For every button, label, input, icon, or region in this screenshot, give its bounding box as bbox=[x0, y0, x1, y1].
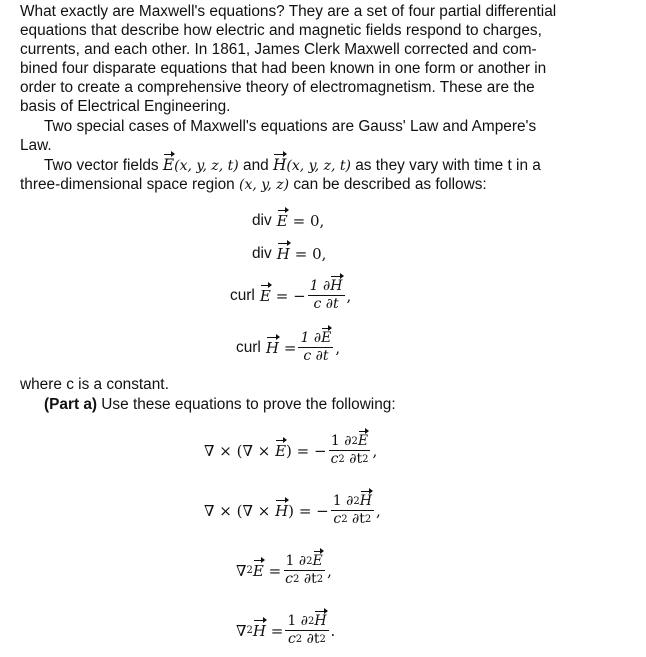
proof-curl-curl-h: ∇ × (∇ × H ) = − 1 ∂ 2 H c 2 ∂t 2 , bbox=[204, 493, 381, 527]
p3-text-b: as they vary with time t in a bbox=[350, 157, 541, 174]
vector-h: H bbox=[265, 338, 279, 357]
comma: , bbox=[346, 286, 352, 305]
constant-note: where c is a constant. bbox=[20, 376, 169, 393]
eq-sign: = bbox=[283, 338, 297, 357]
proof-laplacian-h: ∇ 2 H = 1 ∂ 2 H c 2 ∂t 2 . bbox=[236, 613, 336, 647]
paragraph-1-line-2: equations that describe how electric and magnetic fields respond to charges, bbox=[20, 22, 542, 39]
paragraph-2-line-2: Law. bbox=[20, 137, 52, 154]
paragraph-1-line-6: basis of Electrical Engineering. bbox=[20, 98, 231, 115]
args-h: (x, y, z, t) bbox=[286, 158, 351, 174]
p3-text-d: can be described as follows: bbox=[289, 176, 487, 193]
paragraph-2-line-1: Two special cases of Maxwell's equations are Gauss' Law and Ampere's bbox=[44, 118, 537, 135]
equation-div-e bbox=[252, 212, 324, 230]
proof-curl-curl-e: ∇ × (∇ × E ) = − 1 ∂ 2 E c 2 ∂t 2 , bbox=[204, 433, 378, 467]
curl-label: curl bbox=[236, 338, 261, 356]
paragraph-3-line-2 bbox=[20, 175, 487, 195]
args-e: (x, y, z, t) bbox=[174, 158, 239, 174]
fraction: 1 ∂ 2 E c 2 ∂t 2 bbox=[285, 553, 324, 587]
vector-h: H bbox=[276, 245, 290, 263]
part-a-label: (Part a) bbox=[44, 396, 98, 413]
equation-curl-e bbox=[230, 278, 351, 313]
fraction: 1 ∂ E c ∂ t bbox=[300, 330, 332, 364]
p3-text-a: Two vector fields bbox=[44, 157, 163, 174]
paragraph-1-line-1: What exactly are Maxwell's equations? They are a set of four partial differential bbox=[20, 3, 557, 20]
fraction: 1 ∂ 2 E c 2 ∂t 2 bbox=[330, 433, 369, 467]
vector-h: H bbox=[272, 156, 287, 174]
equation-curl-h bbox=[236, 330, 340, 365]
equation-div-h bbox=[252, 245, 326, 263]
proof-laplacian-e: ∇ 2 E = 1 ∂ 2 E c 2 ∂t 2 , bbox=[236, 553, 332, 587]
region: (x, y, z) bbox=[239, 177, 290, 193]
eq-rhs: = 0, bbox=[294, 245, 327, 263]
part-a-text: Use these equations to prove the following: bbox=[97, 396, 396, 413]
vector-e: E bbox=[162, 156, 175, 174]
div-label: div bbox=[252, 212, 272, 229]
comma: , bbox=[335, 338, 341, 357]
paragraph-1-line-5: order to create a comprehensive theory of electromagnetism. These are the bbox=[20, 79, 535, 96]
vector-e: E bbox=[276, 212, 288, 230]
p3-and: and bbox=[238, 157, 273, 174]
eq-sign: = − bbox=[275, 286, 306, 305]
vector-e: E bbox=[259, 286, 271, 305]
curl-label: curl bbox=[230, 286, 255, 304]
paragraph-1-line-3: currents, and each other. In 1861, James Clerk Maxwell corrected and com- bbox=[20, 41, 537, 58]
p3-text-c: three-dimensional space region bbox=[20, 176, 240, 193]
fraction: 1 ∂ 2 H c 2 ∂t 2 bbox=[287, 613, 327, 647]
paragraph-3-line-1 bbox=[44, 156, 541, 176]
part-a-prompt bbox=[44, 395, 396, 414]
eq-rhs: = 0, bbox=[292, 212, 325, 230]
fraction: 1 ∂ 2 H c 2 ∂t 2 bbox=[332, 493, 372, 527]
fraction: 1 ∂ H c ∂ t bbox=[309, 278, 343, 312]
paragraph-1-line-4: bined four disparate equations that had been known in one form or another in bbox=[20, 60, 547, 77]
div-label: div bbox=[252, 245, 272, 262]
